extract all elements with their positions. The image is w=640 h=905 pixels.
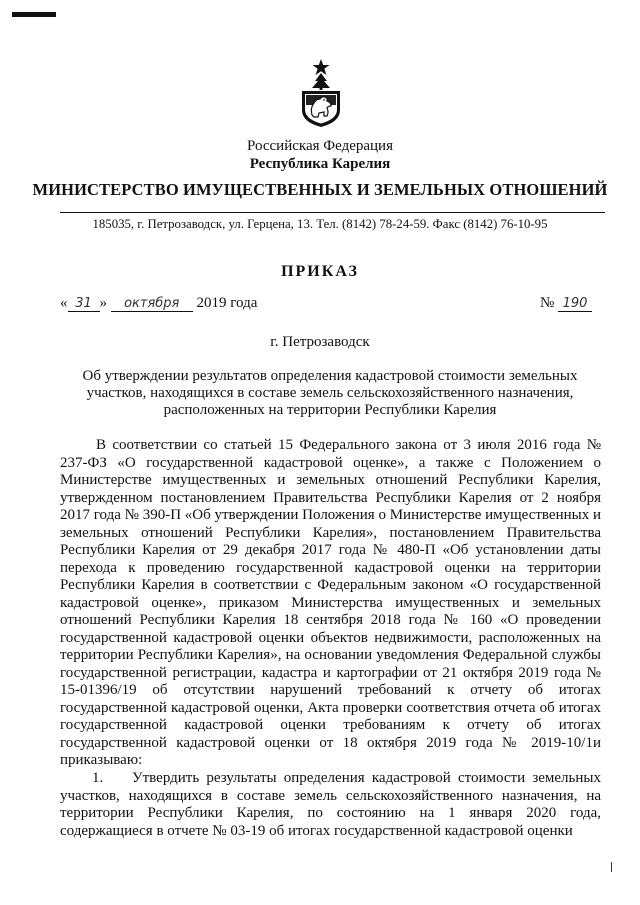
republic-name: Республика Карелия <box>249 156 391 172</box>
document-type-heading: ПРИКАЗ <box>281 263 359 280</box>
number-prefix: № <box>540 295 555 311</box>
preamble-paragraph: В соответствии со статьей 15 Федерального закона от 3 июля 2016 года № 237-ФЗ «О государственной кадастровой оценке», а также с Положением о Министерстве имущественных и земельных отношений Республики Карелия, утвержденном постановлением Правительства Республики Карелия от 2 ноября 2017 года № 390-П «Об утверждении Положения о Министерстве имущественных и земельных отношений Республики Карелия», постановлением Правительства Республики Карелия от 29 декабря 2017 года № 480-П «Об установлении даты перехода к проведению государственной кадастровой оценки на территории Республики Карелия в соответствии с Федеральным законом «О государственной кадастровой оценке», приказом Министерства имущественных и земельных отношений Республики Карелия 18 сентября 2018 года № 160 «О проведении государственной кадастровой оценки объектов недвижимости, расположенных на территории Республики Карелия», на основании уведомления Федеральной службы государственной регистрации, кадастра и картографии от 21 октября 2019 года № 15-01396/19 об отсутствии нарушений требований к отчету об итогах государственной кадастровой оценки, Акта проверки соответствия отчета об итогах государственной кадастровой оценки требованиям к отчету об итогах государственной кадастровой оценки от 18 октября 2019 года № 2019-10/1и приказываю: <box>60 437 601 768</box>
issue-city: г. Петрозаводск <box>270 334 370 350</box>
order-title: Об утверждении результатов определения кадастровой стоимости земельных участков, находящихся в составе земель сельскохозяйственного назначения, расположенных на территории Республики Карелия <box>82 368 578 418</box>
date-day-handwritten: 31 <box>68 297 100 312</box>
date-open-quote: « <box>60 295 68 311</box>
country-name: Российская Федерация <box>247 138 393 154</box>
page-edge-mark <box>611 862 612 872</box>
order-date <box>60 295 257 312</box>
order-number-handwritten: 190 <box>558 297 592 312</box>
letterhead-divider <box>60 212 605 213</box>
item-number: 1. <box>92 770 104 786</box>
date-month-handwritten: октября <box>111 297 193 312</box>
item-text: Утвердить результаты определения кадастровой стоимости земельных участков, находящихся в составе земель сельскохозяйственного назначения, на территории Республики Карелия, по состоянию на 1 января 2020 года, содержащиеся в отчете № 03-19 об итогах государственной кадастровой оценки <box>60 770 601 839</box>
order-number <box>540 295 592 312</box>
date-close-quote: » <box>99 295 107 311</box>
karelia-bear-coat-of-arms-icon <box>298 58 344 128</box>
ministry-address: 185035, г. Петрозаводск, ул. Герцена, 13. Тел. (8142) 78-24-59. Факс (8142) 76-10-95 <box>92 217 548 231</box>
order-item-1 <box>60 770 601 840</box>
scan-corner-mark <box>12 12 56 17</box>
ministry-name: МИНИСТЕРСТВО ИМУЩЕСТВЕННЫХ И ЗЕМЕЛЬНЫХ ОТНОШЕНИЙ <box>32 180 608 199</box>
date-year: 2019 года <box>196 295 258 311</box>
